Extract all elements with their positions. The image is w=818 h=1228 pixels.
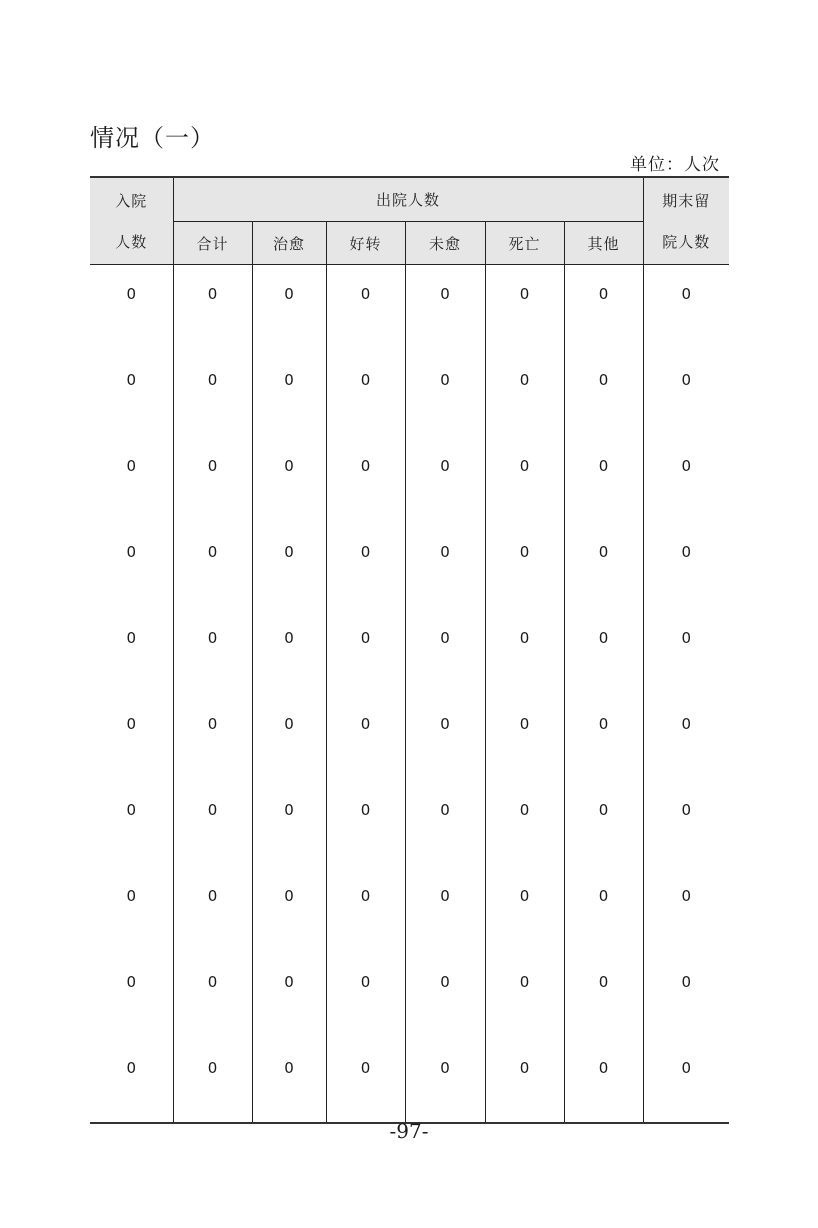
cell-end-of-period: 0 [643, 695, 729, 781]
cell-end-of-period: 0 [643, 351, 729, 437]
cell-improved: 0 [326, 523, 405, 609]
cell-died: 0 [485, 523, 564, 609]
header-end-of-period-line-2: 院人数 [662, 233, 711, 251]
cell-cured: 0 [252, 523, 326, 609]
cell-other: 0 [564, 781, 643, 867]
cell-other: 0 [564, 437, 643, 523]
cell-not-cured: 0 [405, 609, 485, 695]
cell-admissions: 0 [126, 628, 137, 647]
cell-cured: 0 [252, 695, 326, 781]
header-admissions-line-1: 入院 [115, 192, 148, 210]
table-header [90, 177, 729, 265]
cell-improved: 0 [326, 437, 405, 523]
cell-improved: 0 [326, 695, 405, 781]
header-admissions [90, 177, 173, 265]
cell-other: 0 [564, 695, 643, 781]
cell-not-cured: 0 [405, 781, 485, 867]
header-end-of-period [643, 177, 729, 265]
cell-cured: 0 [252, 1039, 326, 1123]
cell-not-cured: 0 [405, 867, 485, 953]
cell-improved: 0 [326, 781, 405, 867]
cell-total: 0 [173, 351, 252, 437]
cell-total: 0 [173, 437, 252, 523]
cell-died: 0 [485, 953, 564, 1039]
cell-died: 0 [485, 695, 564, 781]
cell-admissions: 0 [126, 542, 137, 561]
table-row [90, 437, 729, 523]
table-row [90, 695, 729, 781]
cell-died: 0 [485, 867, 564, 953]
cell-admissions: 0 [126, 370, 137, 389]
cell-admissions: 0 [126, 1058, 137, 1077]
hospitalization-table [90, 176, 729, 1124]
cell-end-of-period: 0 [643, 609, 729, 695]
cell-total: 0 [173, 953, 252, 1039]
page-number: -97- [389, 1119, 429, 1143]
cell-improved: 0 [326, 1039, 405, 1123]
table-row [90, 351, 729, 437]
cell-improved: 0 [326, 609, 405, 695]
cell-improved: 0 [326, 867, 405, 953]
cell-other: 0 [564, 351, 643, 437]
table-row [90, 523, 729, 609]
cell-admissions: 0 [126, 285, 137, 303]
header-died: 死亡 [485, 222, 564, 265]
cell-admissions: 0 [126, 714, 137, 733]
header-end-of-period-line-1: 期末留 [662, 192, 711, 210]
cell-admissions: 0 [126, 456, 137, 475]
cell-admissions: 0 [126, 800, 137, 819]
cell-died: 0 [485, 781, 564, 867]
cell-total: 0 [173, 781, 252, 867]
cell-died: 0 [485, 1039, 564, 1123]
cell-not-cured: 0 [405, 437, 485, 523]
header-other: 其他 [564, 222, 643, 265]
cell-end-of-period: 0 [643, 1039, 729, 1123]
cell-end-of-period: 0 [643, 867, 729, 953]
header-discharges-group: 出院人数 [173, 177, 643, 222]
cell-improved: 0 [326, 265, 405, 351]
cell-not-cured: 0 [405, 1039, 485, 1123]
cell-end-of-period: 0 [643, 265, 729, 351]
header-not-cured: 未愈 [405, 222, 485, 265]
header-cured: 治愈 [252, 222, 326, 265]
cell-total: 0 [173, 609, 252, 695]
cell-not-cured: 0 [405, 695, 485, 781]
table-row [90, 265, 729, 351]
header-improved: 好转 [326, 222, 405, 265]
table-row [90, 867, 729, 953]
cell-not-cured: 0 [405, 953, 485, 1039]
cell-cured: 0 [252, 265, 326, 351]
cell-end-of-period: 0 [643, 523, 729, 609]
cell-cured: 0 [252, 953, 326, 1039]
page-title: 情况（一） [90, 124, 215, 152]
cell-other: 0 [564, 1039, 643, 1123]
cell-end-of-period: 0 [643, 781, 729, 867]
table-row [90, 1039, 729, 1123]
cell-total: 0 [173, 1039, 252, 1123]
cell-not-cured: 0 [405, 523, 485, 609]
cell-other: 0 [564, 867, 643, 953]
table-row [90, 781, 729, 867]
cell-died: 0 [485, 265, 564, 351]
table-row [90, 953, 729, 1039]
cell-other: 0 [564, 523, 643, 609]
cell-died: 0 [485, 351, 564, 437]
cell-end-of-period: 0 [643, 953, 729, 1039]
cell-not-cured: 0 [405, 265, 485, 351]
cell-cured: 0 [252, 867, 326, 953]
cell-cured: 0 [252, 609, 326, 695]
cell-total: 0 [173, 265, 252, 351]
cell-improved: 0 [326, 351, 405, 437]
cell-total: 0 [173, 523, 252, 609]
cell-total: 0 [173, 867, 252, 953]
table-body [90, 265, 729, 1123]
header-admissions-line-2: 人数 [115, 233, 148, 251]
cell-other: 0 [564, 953, 643, 1039]
cell-cured: 0 [252, 781, 326, 867]
cell-total: 0 [173, 695, 252, 781]
cell-other: 0 [564, 609, 643, 695]
cell-cured: 0 [252, 437, 326, 523]
cell-improved: 0 [326, 953, 405, 1039]
cell-died: 0 [485, 609, 564, 695]
cell-end-of-period: 0 [643, 437, 729, 523]
cell-not-cured: 0 [405, 351, 485, 437]
cell-cured: 0 [252, 351, 326, 437]
cell-admissions: 0 [126, 972, 137, 991]
table-row [90, 609, 729, 695]
unit-label: 单位：人次 [630, 155, 720, 175]
header-total: 合计 [173, 222, 252, 265]
cell-other: 0 [564, 265, 643, 351]
cell-died: 0 [485, 437, 564, 523]
cell-admissions: 0 [126, 886, 137, 905]
